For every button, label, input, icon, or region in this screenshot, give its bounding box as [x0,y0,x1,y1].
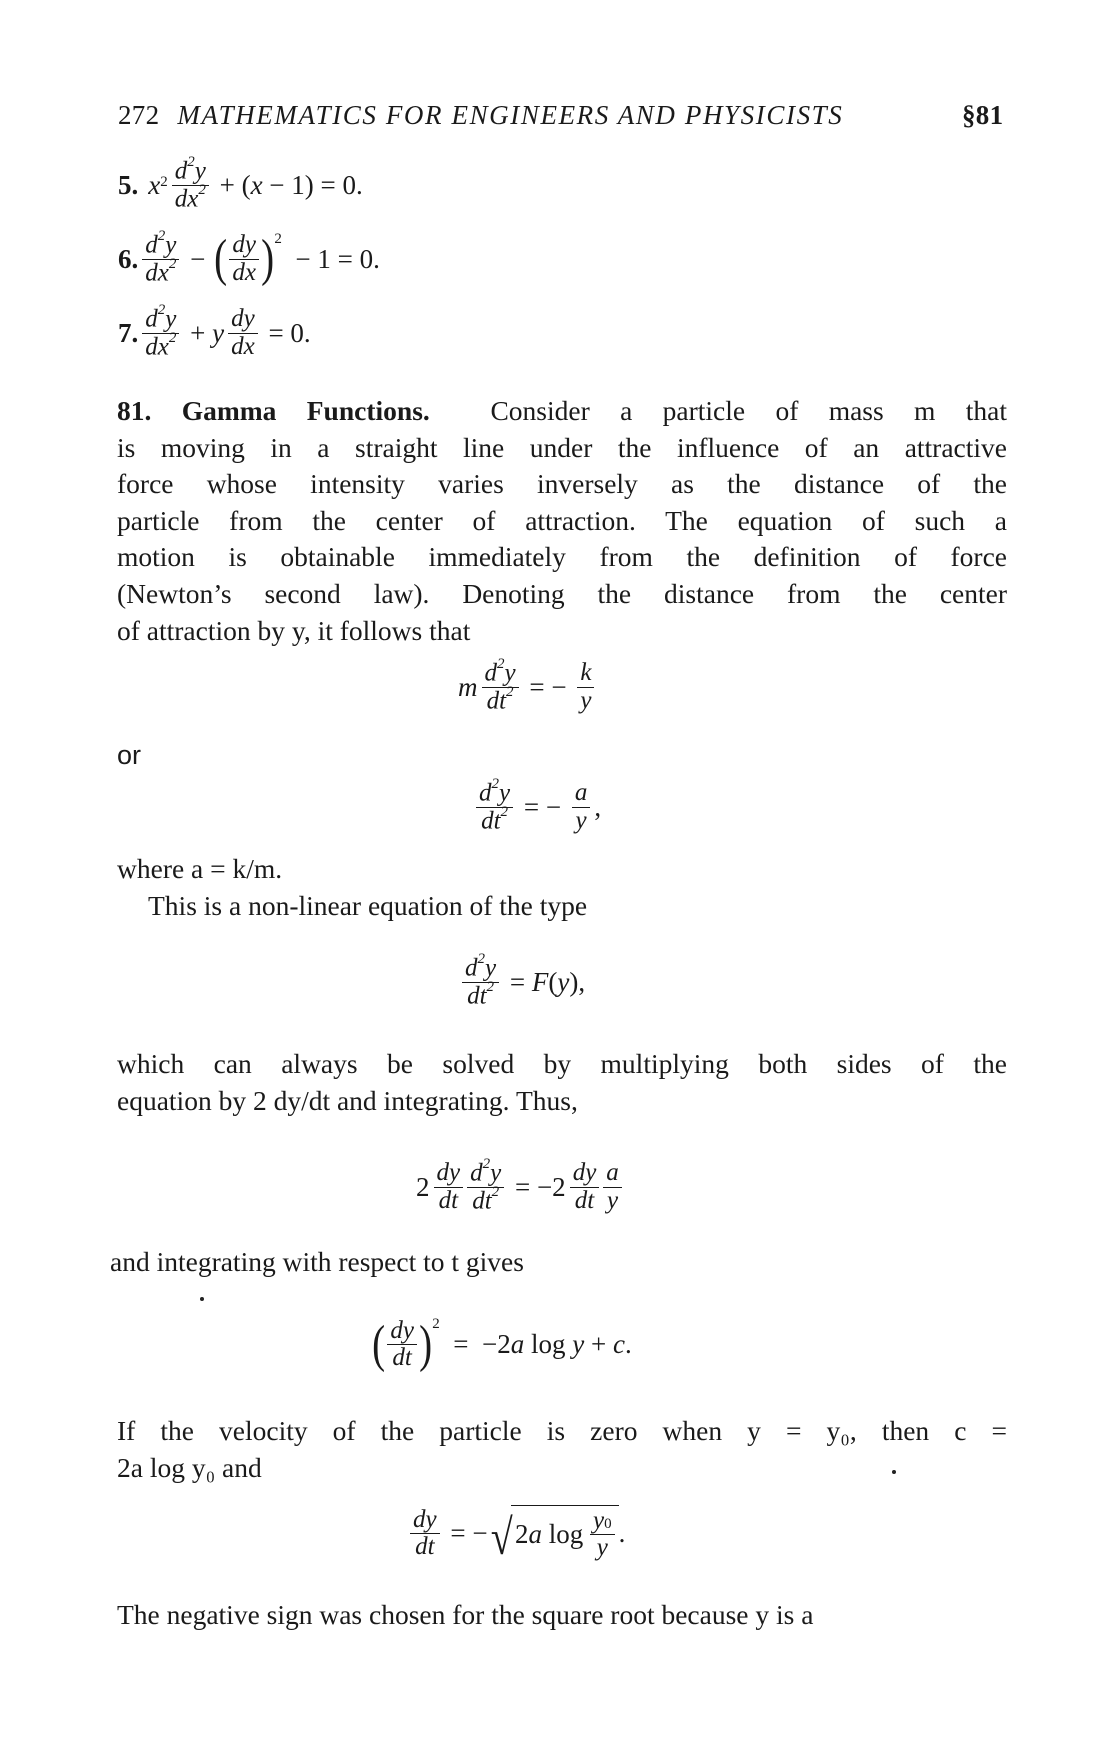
running-header [118,100,1004,131]
section-marker: §81 [962,100,1004,130]
running-title: MATHEMATICS FOR ENGINEERS AND PHYSICISTS [177,100,844,130]
velocity-paragraph: If the velocity of the particle is zero when y = y₀, then c = 2a log y₀ and [117,1415,1007,1483]
exercise-7: 7. $\frac{d^2y}{dx^2}$ + y $\frac{dy}{dx}$ = 0. [118,302,311,360]
equation-multiplied: 2 $\frac{dy}{dt}$ $\frac{d^2y}{dt^2}$ = −2 $\frac{dy}{dt}$ $\frac{a}{y}$ [416,1160,626,1214]
exercise-number: 5. [118,169,139,200]
negative-sign-paragraph: The negative sign was chosen for the square root because y is a [117,1599,814,1630]
solved-paragraph: which can always be solved by multiplying both sides of the equation by 2 dy/dt and integrating. Thus, [117,1048,1007,1116]
section-heading: 81. Gamma Functions. [117,395,430,426]
print-speck [892,1470,896,1474]
equation-general: $\frac{d^2y}{dt^2}$ = F(y), [458,955,585,1009]
square-root: √ 2 a log $\frac{y0}{y}$ [488,1505,619,1562]
equation-newton: m $\frac{d^2y}{dt^2}$ = − $\frac{k}{y}$ [458,660,598,714]
gamma-intro-paragraph: 81. Gamma Functions. Consider a particle of mass m that is moving in a straight line under the influence of an attractive force whose intensity varies inversely as the distance of the particle from the center of attraction. The equation of such a motion is obtainable immediately from the definition of force (Newton’s second law). Denoting the distance from the center of attraction by y, it follows that [117,395,1007,646]
or-text: or [117,740,142,770]
exercise-5: 5. x 2 $\frac{d^2y}{dx^2}$ + (x − 1) = 0. [118,154,363,212]
nonlinear-text: This is a non-linear equation of the type [148,890,588,921]
exercise-6: 6. $\frac{d^2y}{dx^2}$ − ( $\frac{dy}{dx}$ ) 2 − 1 = 0. [118,228,380,288]
where-text: where a = k/m. [117,853,283,884]
integrating-text: and integrating with respect to t gives [110,1246,524,1277]
exercise-number: 7. [118,317,139,348]
exercise-number: 6. [118,243,139,274]
page-number: 272 [118,100,160,130]
equation-integrated: ( $\frac{dy}{dt}$ ) 2 = −2a log y + c. [372,1315,632,1373]
equation-reduced: $\frac{d^2y}{dt^2}$ = − $\frac{a}{y}$ , [472,780,601,834]
equation-velocity: $\frac{dy}{dt}$ = − √ 2 a log $\frac{y0}{y}$ . [406,1505,625,1562]
print-speck [200,1297,204,1301]
